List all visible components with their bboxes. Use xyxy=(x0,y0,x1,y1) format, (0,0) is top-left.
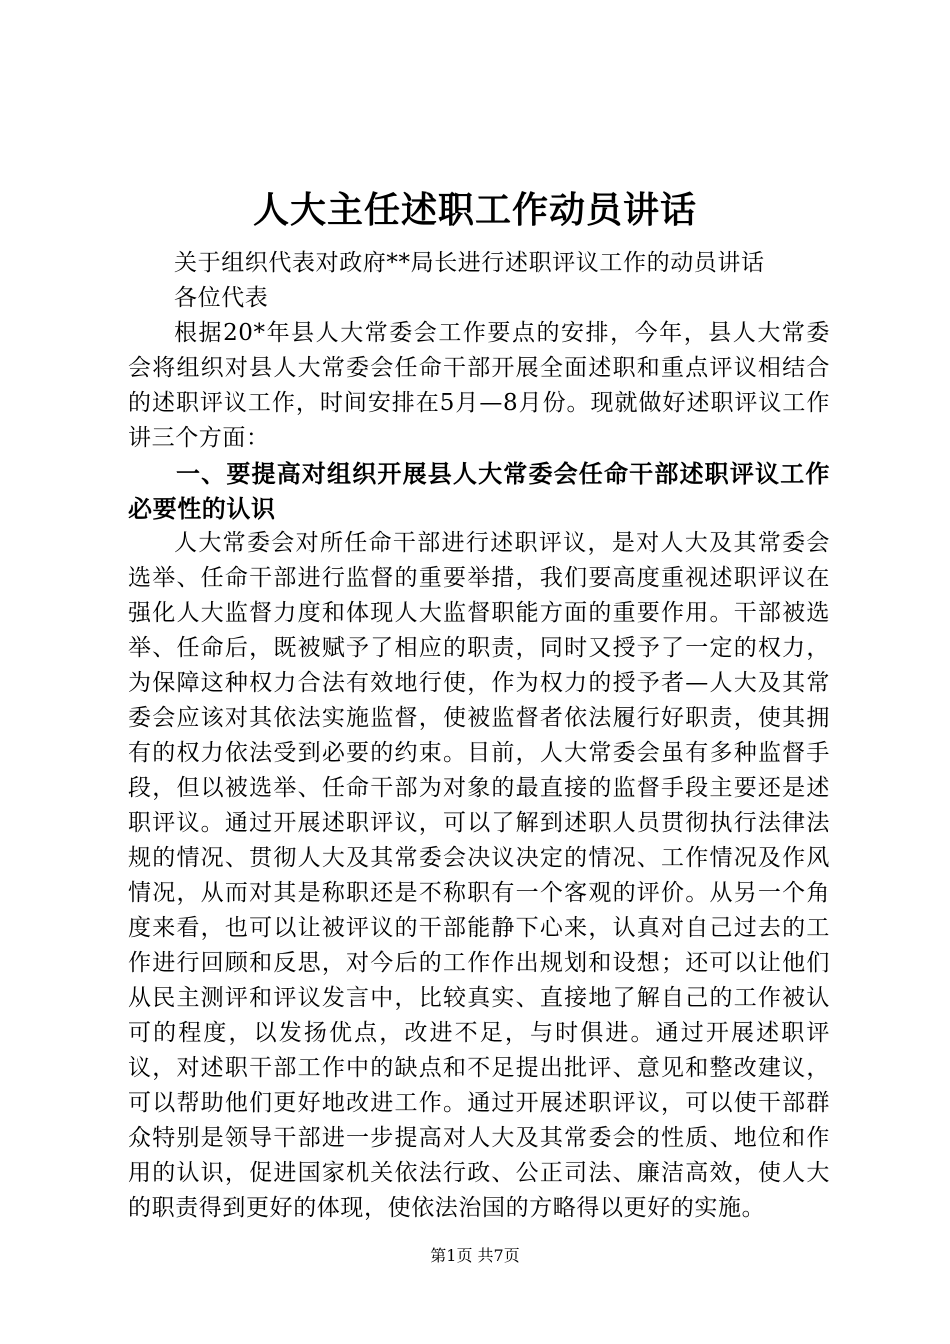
document-body xyxy=(128,246,830,1226)
section-heading: 一、要提高对组织开展县人大常委会任命干部述职评议工作必要性的认识 xyxy=(128,459,830,523)
salutation-paragraph: 各位代表 xyxy=(174,285,269,311)
subtitle-paragraph: 关于组织代表对政府**局长进行述职评议工作的动员讲话 xyxy=(174,250,765,276)
document-title: 人大主任述职工作动员讲话 xyxy=(252,189,697,231)
page-footer: 第1页 共7页 xyxy=(430,1246,520,1265)
body-paragraph: 人大常委会对所任命干部进行述职评议，是对人大及其常委会选举、任命干部进行监督的重要举措，我们要高度重视述职评议在强化人大监督力度和体现人大监督职能方面的重要作用。干部被选举、任命后，既被赋予了相应的职责，同时又授予了一定的权力，为保障这种权力合法有效地行使，作为权力的授予者—人大及其常委会应该对其依法实施监督，使被监督者依法履行好职责，使其拥有的权力依法受到必要的约束。目前，人大常委会虽有多种监督手段，但以被选举、任命干部为对象的最直接的监督手段主要还是述职评议。通过开展述职评议，可以了解到述职人员贯彻执行法律法规的情况、贯彻人大及其常委会决议决定的情况、工作情况及作风情况，从而对其是称职还是不称职有一个客观的评价。从另一个角度来看，也可以让被评议的干部能静下心来，认真对自己过去的工作进行回顾和反思，对今后的工作作出规划和设想；还可以让他们从民主测评和评议发言中，比较真实、直接地了解自己的工作被认可的程度，以发扬优点，改进不足，与时俱进。通过开展述职评议，对述职干部工作中的缺点和不足提出批评、意见和整改建议，可以帮助他们更好地改进工作。通过开展述职评议，可以使干部群众特别是领导干部进一步提高对人大及其常委会的性质、地位和作用的认识，促进国家机关依法行政、公正司法、廉洁高效，使人大的职责得到更好的体现，使依法治国的方略得以更好的实施。 xyxy=(128,530,830,1221)
intro-paragraph: 根据20*年县人大常委会工作要点的安排，今年，县人大常委会将组织对县人大常委会任命干部开展全面述职和重点评议相结合的述职评议工作，时间安排在5月—8月份。现就做好述职评议工作讲三个方面： xyxy=(128,320,830,451)
